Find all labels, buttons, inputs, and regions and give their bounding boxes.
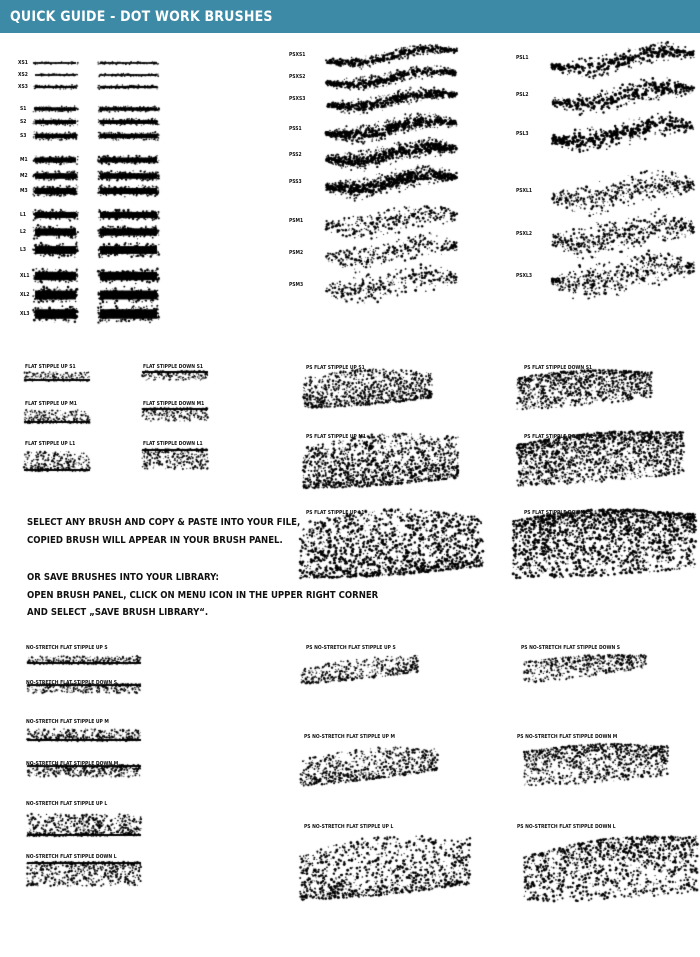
brush-label: PS FLAT STIPPLE UP L1 xyxy=(306,510,365,516)
brush-label: FLAT STIPPLE DOWN M1 xyxy=(143,401,205,407)
brush-label: XL3 xyxy=(20,311,30,317)
brush-label: XL1 xyxy=(20,273,30,279)
brush-label: XS2 xyxy=(18,72,28,78)
brush-label: M3 xyxy=(20,188,28,194)
brush-label: PSM1 xyxy=(289,218,304,224)
brush-label: XL2 xyxy=(20,292,30,298)
brush-label: XS1 xyxy=(18,60,28,66)
instruction-line: SELECT ANY BRUSH AND COPY & PASTE INTO YOUR FILE, xyxy=(27,517,301,528)
brush-label: PSL3 xyxy=(516,131,529,137)
brush-label: PSXL3 xyxy=(516,273,533,279)
brush-label: S1 xyxy=(20,106,27,112)
brush-label: PS FLAT STIPPLE UP S1 xyxy=(306,365,365,371)
instruction-line: OPEN BRUSH PANEL, CLICK ON MENU ICON IN THE UPPER RIGHT CORNER xyxy=(27,590,379,601)
brush-label: PS FLAT STIPPLE DOWN M1 xyxy=(524,434,594,440)
brush-label: PS NO-STRETCH FLAT STIPPLE DOWN L xyxy=(517,824,616,830)
instruction-line: AND SELECT „SAVE BRUSH LIBRARY“. xyxy=(27,607,209,618)
brush-label: FLAT STIPPLE UP M1 xyxy=(25,401,77,407)
brush-label: M1 xyxy=(20,157,28,163)
brush-label: FLAT STIPPLE DOWN S1 xyxy=(143,364,203,370)
brush-label: S2 xyxy=(20,119,27,125)
brush-label: PSXS3 xyxy=(289,96,306,102)
brush-label: XS3 xyxy=(18,84,28,90)
brush-label: PS FLAT STIPPLE DOWN L1 xyxy=(524,510,592,516)
brush-label: L1 xyxy=(20,212,26,218)
brush-label: PSXL1 xyxy=(516,188,533,194)
brush-label: PSM3 xyxy=(289,282,304,288)
brush-label: PSM2 xyxy=(289,250,304,256)
brush-label: NO-STRETCH FLAT STIPPLE DOWN M xyxy=(26,761,119,767)
instruction-line: COPIED BRUSH WILL APPEAR IN YOUR BRUSH PANEL. xyxy=(27,535,283,546)
brush-label: PS NO-STRETCH FLAT STIPPLE DOWN S xyxy=(521,645,621,651)
brush-label: FLAT STIPPLE DOWN L1 xyxy=(143,441,203,447)
brush-label: PS FLAT STIPPLE UP M1 xyxy=(306,434,366,440)
brush-label: PS NO-STRETCH FLAT STIPPLE UP S xyxy=(306,645,396,651)
brush-label: FLAT STIPPLE UP S1 xyxy=(25,364,76,370)
instruction-line: OR SAVE BRUSHES INTO YOUR LIBRARY: xyxy=(27,572,219,583)
brush-label: PSXL2 xyxy=(516,231,533,237)
brush-label: PSS3 xyxy=(289,179,302,185)
brush-label: PS NO-STRETCH FLAT STIPPLE UP M xyxy=(304,734,395,740)
brush-label: PSS1 xyxy=(289,126,302,132)
brush-label: PSL1 xyxy=(516,55,529,61)
brush-label: PSL2 xyxy=(516,92,529,98)
brush-label: PSS2 xyxy=(289,152,302,158)
brush-label: S3 xyxy=(20,133,27,139)
brush-label: NO-STRETCH FLAT STIPPLE UP S xyxy=(26,645,108,651)
brush-label: NO-STRETCH FLAT STIPPLE UP L xyxy=(26,801,108,807)
brush-label: PSXS1 xyxy=(289,52,306,58)
brush-label: L3 xyxy=(20,247,26,253)
brush-label: PS NO-STRETCH FLAT STIPPLE UP L xyxy=(304,824,394,830)
brush-label: PSXS2 xyxy=(289,74,306,80)
brush-label: NO-STRETCH FLAT STIPPLE DOWN S xyxy=(26,680,117,686)
brush-label: FLAT STIPPLE UP L1 xyxy=(25,441,76,447)
brush-label: L2 xyxy=(20,229,26,235)
brush-label: NO-STRETCH FLAT STIPPLE DOWN L xyxy=(26,854,117,860)
brush-label: PS FLAT STIPPLE DOWN S1 xyxy=(524,365,593,371)
brush-label: NO-STRETCH FLAT STIPPLE UP M xyxy=(26,719,109,725)
brush-label: PS NO-STRETCH FLAT STIPPLE DOWN M xyxy=(517,734,618,740)
brush-label: M2 xyxy=(20,173,28,179)
